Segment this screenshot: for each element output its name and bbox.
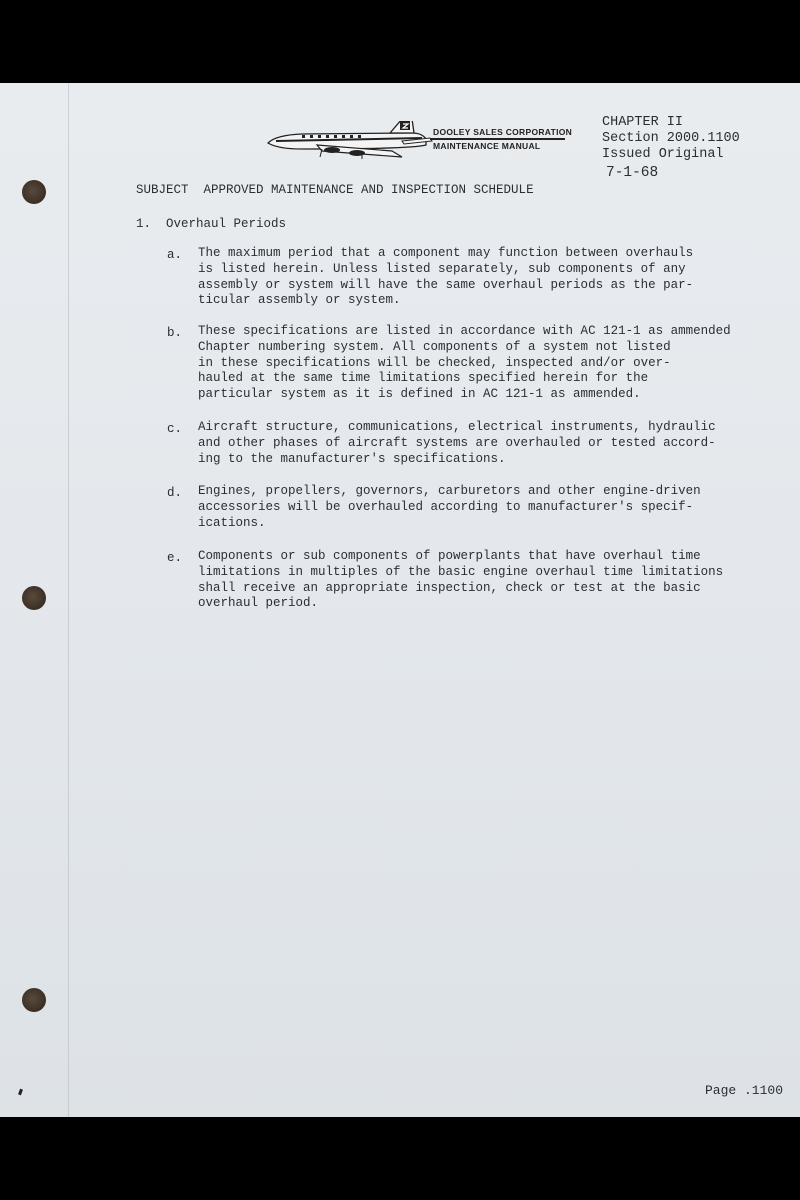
pen-mark (18, 1089, 23, 1096)
page-number: Page .1100 (705, 1083, 784, 1098)
section-heading: Overhaul Periods (166, 217, 287, 231)
item-paragraph-e: Components or sub components of powerplants that have overhaul time limitations in multiples of the basic engine overhaul time limitations shall receive an appropriate inspection, check or test at the basic overhaul period. (198, 549, 724, 611)
section-number: Section 2000.1100 (602, 131, 740, 146)
item-letter-e: e. (167, 551, 183, 565)
manual-title: MAINTENANCE MANUAL (433, 141, 541, 151)
chapter-label: CHAPTER II (602, 115, 684, 130)
subject-line: SUBJECT APPROVED MAINTENANCE AND INSPECTION SCHEDULE (136, 183, 534, 197)
logo-divider (430, 138, 565, 140)
item-paragraph-a: The maximum period that a component may function between overhauls is listed herein. Unless listed separately, sub components of any assembly or system will have the same overhaul periods as the par- ticular assembly or system. (198, 246, 694, 308)
section-number-label: 1. (136, 217, 152, 231)
page-fold-line (68, 83, 69, 1117)
item-letter-b: b. (167, 326, 183, 340)
item-letter-c: c. (167, 422, 183, 436)
item-paragraph-b: These specifications are listed in accordance with AC 121-1 as ammended Chapter numbering system. All components of a system not listed in these specifications will be checked, inspected and/or over- hauled at the same time limitations specified herein for the particular system as it is defined in AC 121-1 as ammended. (198, 324, 731, 402)
issue-date: 7-1-68 (606, 165, 659, 181)
item-letter-d: d. (167, 486, 183, 500)
punch-hole-top (22, 180, 46, 204)
punch-hole-middle (22, 586, 46, 610)
item-paragraph-d: Engines, propellers, governors, carburetors and other engine-driven accessories will be overhauled according to manufacturer's specif- ications. (198, 484, 701, 530)
punch-hole-bottom (22, 988, 46, 1012)
company-name: DOOLEY SALES CORPORATION (433, 127, 573, 137)
issue-label: Issued Original (602, 147, 724, 162)
item-paragraph-c: Aircraft structure, communications, electrical instruments, hydraulic and other phases of aircraft systems are overhauled or tested accord- ing to the manufacturer's specifications. (198, 420, 716, 466)
document-page (0, 83, 800, 1117)
item-letter-a: a. (167, 248, 183, 262)
